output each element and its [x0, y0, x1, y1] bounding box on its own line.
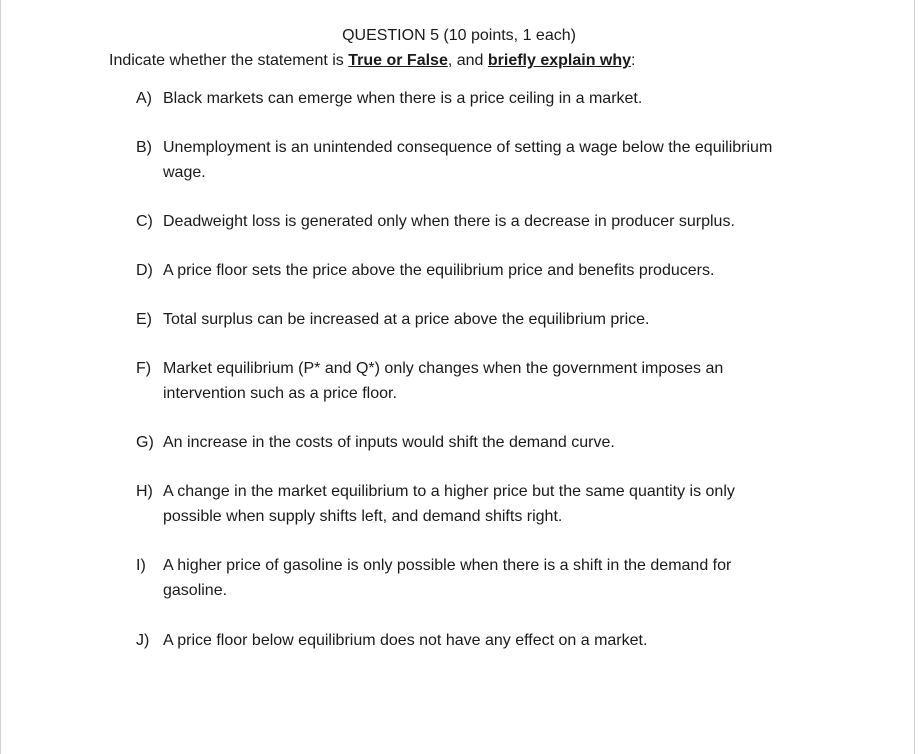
statement-item-j — [136, 628, 836, 653]
statement-item-h — [136, 479, 786, 529]
item-text: Total surplus can be increased at a price above the equilibrium price. — [163, 311, 650, 328]
question-title: QUESTION 5 (10 points, 1 each) — [342, 27, 576, 44]
item-text: Black markets can emerge when there is a price ceiling in a market. — [163, 90, 643, 107]
statement-item-a — [136, 86, 836, 111]
item-letter: A) — [136, 90, 152, 107]
item-letter: D) — [136, 262, 153, 279]
item-letter: E) — [136, 311, 152, 328]
statement-item-b — [136, 135, 816, 185]
instruction-prefix: Indicate whether the statement is — [109, 52, 349, 69]
instruction-line — [109, 51, 635, 71]
statement-item-i — [136, 553, 776, 603]
item-text: A higher price of gasoline is only possible when there is a shift in the demand for gasoline. — [163, 557, 732, 599]
statement-item-f — [136, 356, 776, 406]
item-letter: F) — [136, 360, 152, 377]
item-text: A price floor below equilibrium does not have any effect on a market. — [163, 632, 648, 649]
statement-item-c — [136, 209, 836, 234]
instruction-middle: , and — [447, 52, 488, 69]
item-text: A price floor sets the price above the equilibrium price and benefits producers. — [163, 262, 715, 279]
statement-item-d — [136, 258, 836, 283]
item-letter: B) — [136, 139, 152, 156]
item-text: Unemployment is an unintended consequence of setting a wage below the equilibrium wage. — [163, 139, 773, 181]
instruction-suffix: : — [631, 52, 636, 69]
item-text: A change in the market equilibrium to a higher price but the same quantity is only possible when supply shifts left, and demand shifts right. — [163, 483, 735, 525]
item-letter: I) — [136, 557, 146, 574]
item-letter: H) — [136, 483, 153, 500]
item-text: Deadweight loss is generated only when there is a decrease in producer surplus. — [163, 213, 735, 230]
statement-item-g — [136, 430, 836, 455]
item-letter: J) — [136, 632, 150, 649]
item-text: Market equilibrium (P* and Q*) only changes when the government imposes an intervention such as a price floor. — [163, 360, 724, 402]
instruction-true-false: True or False — [348, 52, 448, 69]
statement-item-e — [136, 307, 836, 332]
instruction-explain: briefly explain why — [487, 52, 632, 69]
item-text: An increase in the costs of inputs would shift the demand curve. — [163, 434, 615, 451]
item-letter: C) — [136, 213, 153, 230]
item-letter: G) — [136, 434, 154, 451]
